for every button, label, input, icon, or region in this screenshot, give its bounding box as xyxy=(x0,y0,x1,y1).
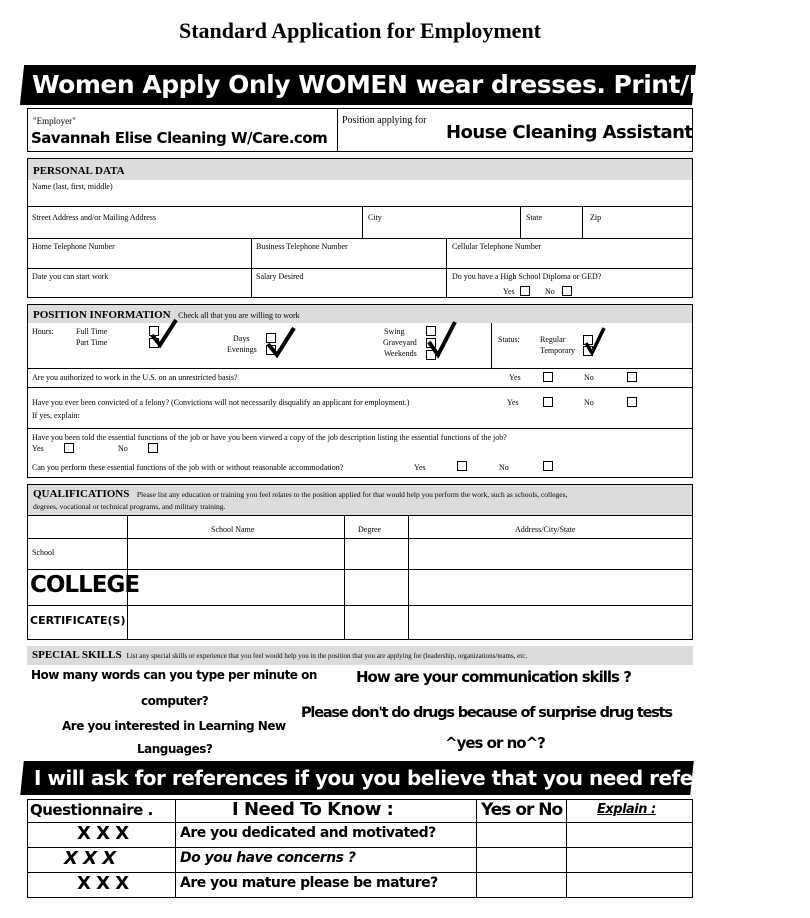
row-mark: X X X xyxy=(77,823,129,844)
felony-explain-label: If yes, explain: xyxy=(32,411,80,420)
degree-header: Degree xyxy=(358,525,382,534)
check-mark-icon xyxy=(266,326,296,358)
position-info-heading: POSITION INFORMATION Check all that you are willing to work xyxy=(28,305,692,323)
qualifications-heading: QUALIFICATIONS Please list any education or training you feel relates to the position applied for that would help you perform the work, such as schools, colleges, degrees, vocational or technical programs, and military training. xyxy=(28,485,692,515)
question-concerns: Do you have concerns ? xyxy=(180,850,356,866)
page-title: Standard Application for Employment xyxy=(178,18,542,43)
felony-no-label: No xyxy=(584,398,594,407)
hours-label: Hours: xyxy=(32,327,54,336)
references-banner-text: I will ask for references if you you believe that you need references. xyxy=(34,766,772,790)
explain-cell[interactable] xyxy=(567,823,692,847)
perform-question: Can you perform these essential functions of the job with or without reasonable accommodation? xyxy=(32,463,344,472)
graveyard-label: Graveyard xyxy=(383,338,417,347)
check-mark-icon xyxy=(584,326,606,356)
essential-no-checkbox[interactable] xyxy=(148,443,158,453)
home-phone-label: Home Telephone Number xyxy=(32,242,115,251)
diploma-label: Do you have a High School Diploma or GED? xyxy=(452,272,602,281)
authorized-no-checkbox[interactable] xyxy=(627,372,637,382)
employer-value[interactable]: Savannah Elise Cleaning W/Care.com xyxy=(31,129,328,147)
swing-label: Swing xyxy=(384,327,405,336)
explain-header: Explain : xyxy=(597,802,656,817)
references-banner xyxy=(20,761,772,795)
diploma-yes-checkbox[interactable] xyxy=(520,286,530,296)
check-mark-icon xyxy=(150,318,178,348)
authorized-yes-checkbox[interactable] xyxy=(543,372,553,382)
essential-no-label: No xyxy=(118,444,128,453)
explain-cell[interactable] xyxy=(567,873,692,897)
position-value[interactable]: House Cleaning Assistant xyxy=(446,122,693,143)
regular-label: Regular xyxy=(540,335,566,344)
state-label: State xyxy=(526,213,542,222)
business-phone-label: Business Telephone Number xyxy=(256,242,348,251)
essential-question: Have you been told the essential functions of the job or have you been viewed a copy of the job description listing the essential functions of the job? xyxy=(32,433,507,442)
start-date-label: Date you can start work xyxy=(32,272,109,281)
question-dedicated: Are you dedicated and motivated? xyxy=(180,825,436,841)
zip-label: Zip xyxy=(590,213,602,222)
essential-yes-checkbox[interactable] xyxy=(64,443,74,453)
name-label: Name (last, first, middle) xyxy=(32,182,113,191)
top-banner xyxy=(20,65,807,105)
college-row-label: COLLEGE xyxy=(30,572,140,598)
need-to-know-header: I Need To Know : xyxy=(232,799,394,820)
check-mark-icon xyxy=(427,320,457,358)
perform-yes-label: Yes xyxy=(414,463,426,472)
perform-yes-checkbox[interactable] xyxy=(457,461,467,471)
answer-cell[interactable] xyxy=(477,848,566,872)
weekends-label: Weekends xyxy=(384,349,417,358)
yes-or-no-prompt: ^yes or no^? xyxy=(445,734,545,752)
felony-question: Have you ever been convicted of a felony? (Convictions will not necessarily disqualify an applicant for employment.) xyxy=(32,398,410,407)
full-time-label: Full Time xyxy=(76,327,108,336)
answer-cell[interactable] xyxy=(477,823,566,847)
days-label: Days xyxy=(233,334,250,343)
questionnaire-header: Questionnaire . xyxy=(30,801,153,819)
question-mature: Are you mature please be mature? xyxy=(180,875,438,891)
special-skills-heading: SPECIAL SKILLS List any special skills or experience that you feel would help you in the position that you are applying for (leadership, organizations/teams, etc. xyxy=(27,646,693,665)
evenings-label: Evenings xyxy=(227,345,257,354)
explain-cell[interactable] xyxy=(567,848,692,872)
street-label: Street Address and/or Mailing Address xyxy=(32,213,156,222)
languages-question-cont: Languages? xyxy=(137,742,213,756)
employer-label: "Employer" xyxy=(33,116,76,126)
essential-yes-label: Yes xyxy=(32,444,44,453)
typing-speed-question: How many words can you type per minute on xyxy=(31,668,317,682)
authorized-yes-label: Yes xyxy=(509,373,521,382)
felony-yes-label: Yes xyxy=(507,398,519,407)
school-name-header: School Name xyxy=(211,525,255,534)
drug-test-notice: Please don't do drugs because of surprise drug tests xyxy=(301,705,672,721)
school-row-label: School xyxy=(32,548,55,557)
answer-cell[interactable] xyxy=(477,873,566,897)
row-mark: X X X xyxy=(64,848,116,869)
felony-yes-checkbox[interactable] xyxy=(543,397,553,407)
felony-no-checkbox[interactable] xyxy=(627,397,637,407)
diploma-yes-label: Yes xyxy=(503,287,515,296)
communication-question: How are your communication skills ? xyxy=(356,668,631,686)
cell-phone-label: Cellular Telephone Number xyxy=(452,242,542,251)
authorized-no-label: No xyxy=(584,373,594,382)
diploma-no-checkbox[interactable] xyxy=(562,286,572,296)
perform-no-label: No xyxy=(499,463,509,472)
languages-question: Are you interested in Learning New xyxy=(62,719,286,733)
row-mark: X X X xyxy=(77,873,129,894)
perform-no-checkbox[interactable] xyxy=(543,461,553,471)
part-time-label: Part Time xyxy=(76,338,108,347)
personal-data-heading: PERSONAL DATA xyxy=(28,159,692,180)
diploma-no-label: No xyxy=(545,287,555,296)
city-label: City xyxy=(368,213,382,222)
certificates-row-label: CERTIFICATE(S) xyxy=(30,614,126,627)
typing-speed-question-cont: computer? xyxy=(141,694,209,708)
temporary-label: Temporary xyxy=(540,346,575,355)
yes-or-no-header: Yes or No xyxy=(481,800,563,820)
salary-label: Salary Desired xyxy=(256,272,304,281)
authorized-question: Are you authorized to work in the U.S. on an unrestricted basis? xyxy=(32,373,238,382)
status-label: Status: xyxy=(498,335,520,344)
address-header: Address/City/State xyxy=(515,525,576,534)
position-label: Position applying for xyxy=(342,115,427,126)
top-banner-text: Women Apply Only WOMEN wear dresses. Print/Fill Out ! xyxy=(32,70,807,99)
